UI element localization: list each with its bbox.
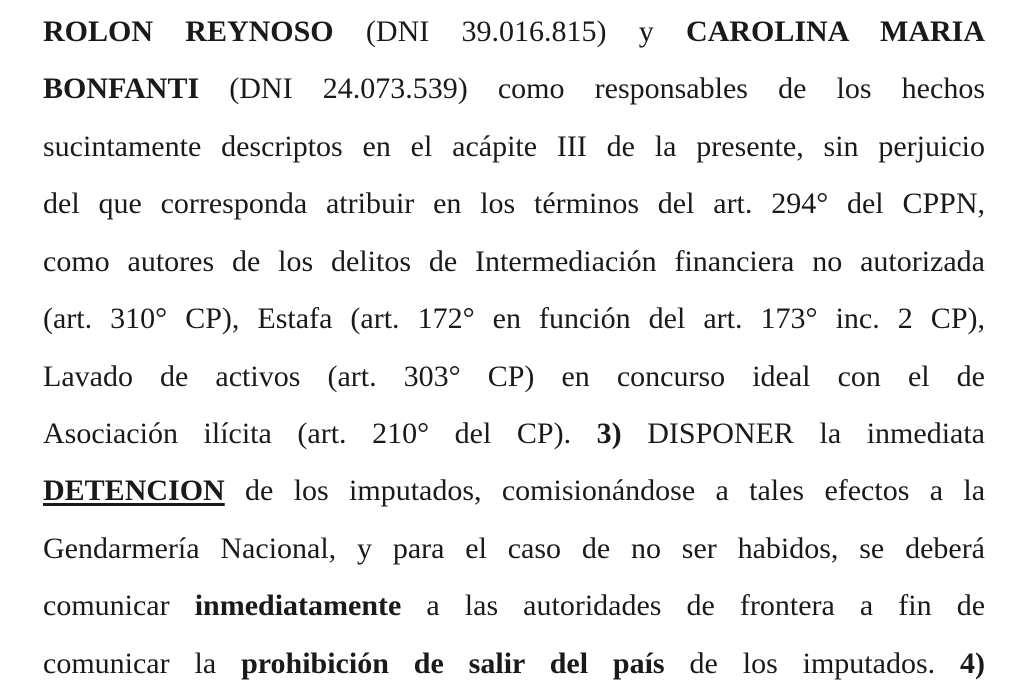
line-11-pre: comunicar	[43, 589, 170, 622]
text-line-8	[43, 414, 985, 454]
text-line-5: como autores de los delitos de Intermediación financiera no autorizada	[43, 245, 985, 278]
emphasis-prohibicion: prohibición de salir del país	[241, 647, 665, 680]
emphasis-inmediatamente: inmediatamente	[194, 589, 402, 622]
item-number-3: 3)	[596, 417, 622, 450]
line-8-rest: DISPONER la inmediata	[647, 417, 985, 450]
text-line-1	[43, 12, 985, 52]
text-line-2	[43, 69, 985, 109]
text-line-12	[43, 644, 985, 684]
detencion-heading: DETENCION	[43, 474, 225, 507]
defendant-name-2: CAROLINA MARIA	[686, 15, 985, 48]
document-page	[43, 0, 985, 692]
dni-text-2: (DNI 24.073.539) como responsables de los hechos	[229, 72, 985, 105]
line-11-post: a las autoridades de frontera a fin de	[426, 589, 986, 622]
item-number-4: 4)	[960, 647, 986, 680]
dni-text-1: (DNI 39.016.815) y	[365, 15, 654, 48]
text-line-9	[43, 471, 985, 511]
text-line-4: del que corresponda atribuir en los términos del art. 294° del CPPN,	[43, 187, 985, 220]
text-line-6: (art. 310° CP), Estafa (art. 172° en función del art. 173° inc. 2 CP),	[43, 302, 985, 335]
line-8-text: Asociación ilícita (art. 210° del CP).	[43, 417, 572, 450]
line-12-post: de los imputados.	[689, 647, 936, 680]
line-12-pre: comunicar la	[43, 647, 217, 680]
defendant-surname-2: BONFANTI	[43, 72, 200, 105]
text-line-3: sucintamente descriptos en el acápite III de la presente, sin perjuicio	[43, 130, 985, 163]
text-line-10: Gendarmería Nacional, y para el caso de no ser habidos, se deberá	[43, 532, 985, 565]
line-9-rest: de los imputados, comisionándose a tales efectos a la	[245, 474, 986, 507]
defendant-name-1: ROLON REYNOSO	[43, 15, 334, 48]
text-line-7: Lavado de activos (art. 303° CP) en concurso ideal con el de	[43, 360, 985, 393]
text-line-11	[43, 586, 985, 626]
